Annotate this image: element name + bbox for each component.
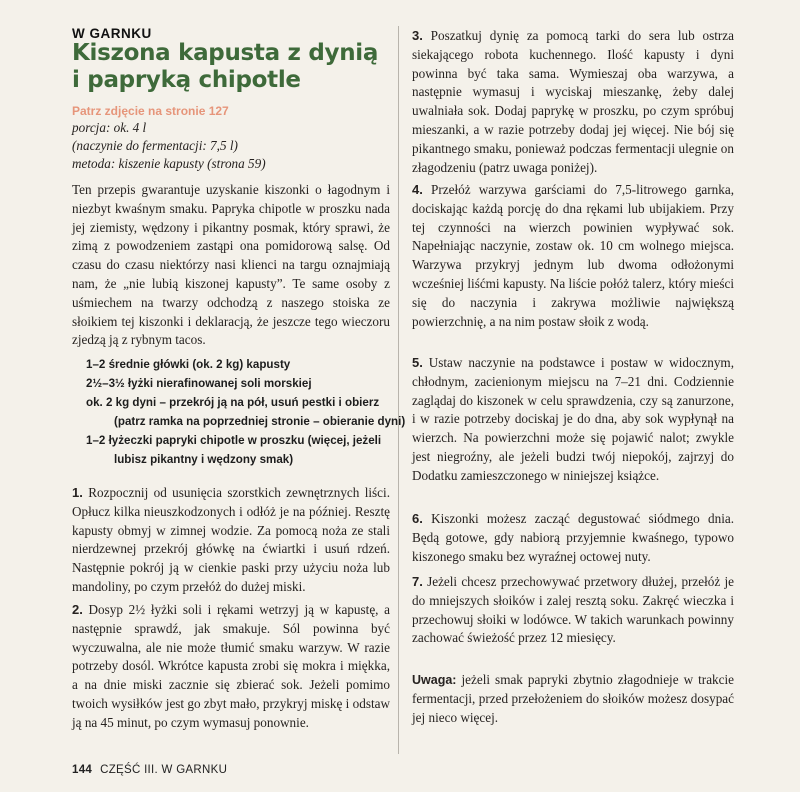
chapter-title: CZĘŚĆ III. W GARNKU — [100, 764, 228, 776]
step-4 — [412, 181, 734, 331]
ingredient-item-continuation: lubisz pikantny i wędzony smak) — [114, 453, 294, 466]
step-7 — [412, 573, 734, 648]
step-number: 1. — [72, 485, 83, 500]
step-text: Kiszonki możesz zacząć degustować siódmego dnia. Będą gotowe, gdy nabiorą przyjemnie kwaśnego, typowo kiszonego smaku bez wyraźnej octowej nuty. — [412, 511, 735, 564]
method: metoda: kiszenie kapusty (strona 59) — [72, 156, 266, 171]
step-6 — [412, 510, 734, 566]
fermentation-vessel: (naczynie do fermentacji: 7,5 l) — [72, 138, 238, 153]
ingredient-item: 1–2 średnie główki (ok. 2 kg) kapusty — [86, 358, 291, 371]
step-text: Jeżeli chcesz przechowywać przetwory dłużej, przełóż je do mniejszych słoików i zalej resztą soku. Zakręć wieczka i przechowuj słoiki w lodówce. W takich warunkach powinny zachować świeżość przez 12 miesięcy. — [412, 574, 734, 646]
page-number: 144 — [72, 764, 93, 776]
note-text: jeżeli smak papryki zbytnio złagodnieje w trakcie fermentacji, przed przełożeniem do słoików możesz dosypać jej nieco więcej. — [412, 672, 735, 725]
recipe-meta — [72, 119, 266, 173]
intro-paragraph: Ten przepis gwarantuje uzyskanie kiszonki o łagodnym i niezbyt kwaśnym smaku. Papryka chipotle w proszku nada jej ziemisty, wędzony i pikantny posmak, który sprawi, że zimą z powodzeniem zastąpi ona pomidorową salsę. Od czasu do czasu niektórzy nasi klienci na targu oznajmiają nam, że „nie lubią kiszonej kapusty”. Te same osoby z uśmiechem na twarzy odchodzą z naszego stoiska ze słoikiem tej kiszonki i deklaracją, że jeszcze tego wieczoru zjedzą ją z rybnym tacos. — [72, 182, 390, 348]
title-line-2: i papryką chipotle — [72, 67, 301, 93]
ingredients-list — [86, 355, 406, 469]
section-label: W GARNKU — [72, 26, 152, 41]
step-number: 5. — [412, 355, 423, 370]
photo-reference: Patrz zdjęcie na stronie 127 — [72, 104, 229, 118]
note — [412, 671, 734, 727]
step-text: Dosyp 2½ łyżki soli i rękami wetrzyj ją w kapustę, a następnie sprawdź, jak smakuje. Sól powinna być wyczuwalna, ale nie może tłumić smaku warzyw. W razie potrzeby dosól. Wkrótce kapusta zrobi się mokra i miękka, a na dnie miski zacznie się zbierać sok. Jeżeli pomimo twoich wysiłków jest go zbyt mało, przykryj miskę i odstaw ją na 45 minut, po czym wymasuj ponownie. — [72, 602, 391, 730]
step-2 — [72, 601, 390, 733]
title-line-1: Kiszona kapusta z dynią — [72, 40, 379, 66]
column-divider — [398, 26, 399, 754]
step-number: 7. — [412, 574, 423, 589]
step-3 — [412, 27, 734, 177]
step-1 — [72, 484, 390, 597]
step-text: Ustaw naczynie na podstawce i postaw w widocznym, chłodnym, zacienionym miejscu na 7–21 dni. Codziennie zaglądaj do kiszonek w celu sprawdzenia, czy są zanurzone, i w razie potrzeby dociskaj je do dna, aby sok wypłynął na wierzch. Na powierzchni może się pojawić nalot; zwykle jest niegroźny, ale jeżeli budzi twój niepokój, zajrzyj do Dodatku zamieszczonego w niniejszej książce. — [412, 355, 734, 483]
note-label: Uwaga: — [412, 673, 457, 687]
recipe-title — [72, 40, 378, 94]
ingredient-item: 2½–3½ łyżki nierafinowanej soli morskiej — [86, 377, 312, 390]
ingredient-item: ok. 2 kg dyni – przekrój ją na pół, usuń pestki i obierz — [86, 396, 380, 409]
page-footer — [72, 764, 227, 776]
step-text: Poszatkuj dynię za pomocą tarki do sera lub ostrza siekającego robota kuchennego. Ilość kapusty i dyni powinna być taka sama. Wymieszaj oba warzywa, a następnie wymasuj i wyciskaj mieszankę, żeby dalej uwalniała sok. Dodaj paprykę w proszku, po czym spróbuj mieszanki, a w razie potrzeby dodaj jej więcej. Nie bój się pikantnego smaku, ponieważ podczas fermentacji ulegnie on złagodzeniu (patrz uwaga poniżej). — [412, 28, 735, 175]
ingredient-item-continuation: (patrz ramka na poprzedniej stronie – obieranie dyni) — [114, 415, 406, 428]
step-text: Rozpocznij od usunięcia szorstkich zewnętrznych liści. Opłucz kilka nieuszkodzonych i odłóż je na później. Resztę kapusty obmyj w zimnej wodzie. Za pomocą noża ze stali nierdzewnej przekrój główkę na ćwiartki i usuń rdzeń. Następnie pokrój ją w cienkie paski przy użyciu noża lub mandoliny, po czym przełóż do dużej miski. — [72, 485, 390, 594]
step-5 — [412, 354, 734, 486]
portion: porcja: ok. 4 l — [72, 120, 147, 135]
step-number: 3. — [412, 28, 423, 43]
step-number: 4. — [412, 182, 423, 197]
ingredient-item: 1–2 łyżeczki papryki chipotle w proszku (więcej, jeżeli — [86, 434, 382, 447]
step-number: 2. — [72, 602, 83, 617]
step-text: Przełóż warzywa garściami do 7,5-litrowego garnka, dociskając każdą porcję do dna rękami lub ubijakiem. Przy tej czynności na wierzch powinien wypływać sok. Napełniając naczynie, zostaw ok. 10 cm wolnego miejsca. Warzywa przykryj jednym lub dwoma odłożonymi wcześniej liśćmi kapusty. Na liście połóż talerz, który mieści się do naczynia i zakrywa możliwie największą powierzchnię, a na nim postaw słoik z wodą. — [412, 182, 735, 329]
step-number: 6. — [412, 511, 423, 526]
